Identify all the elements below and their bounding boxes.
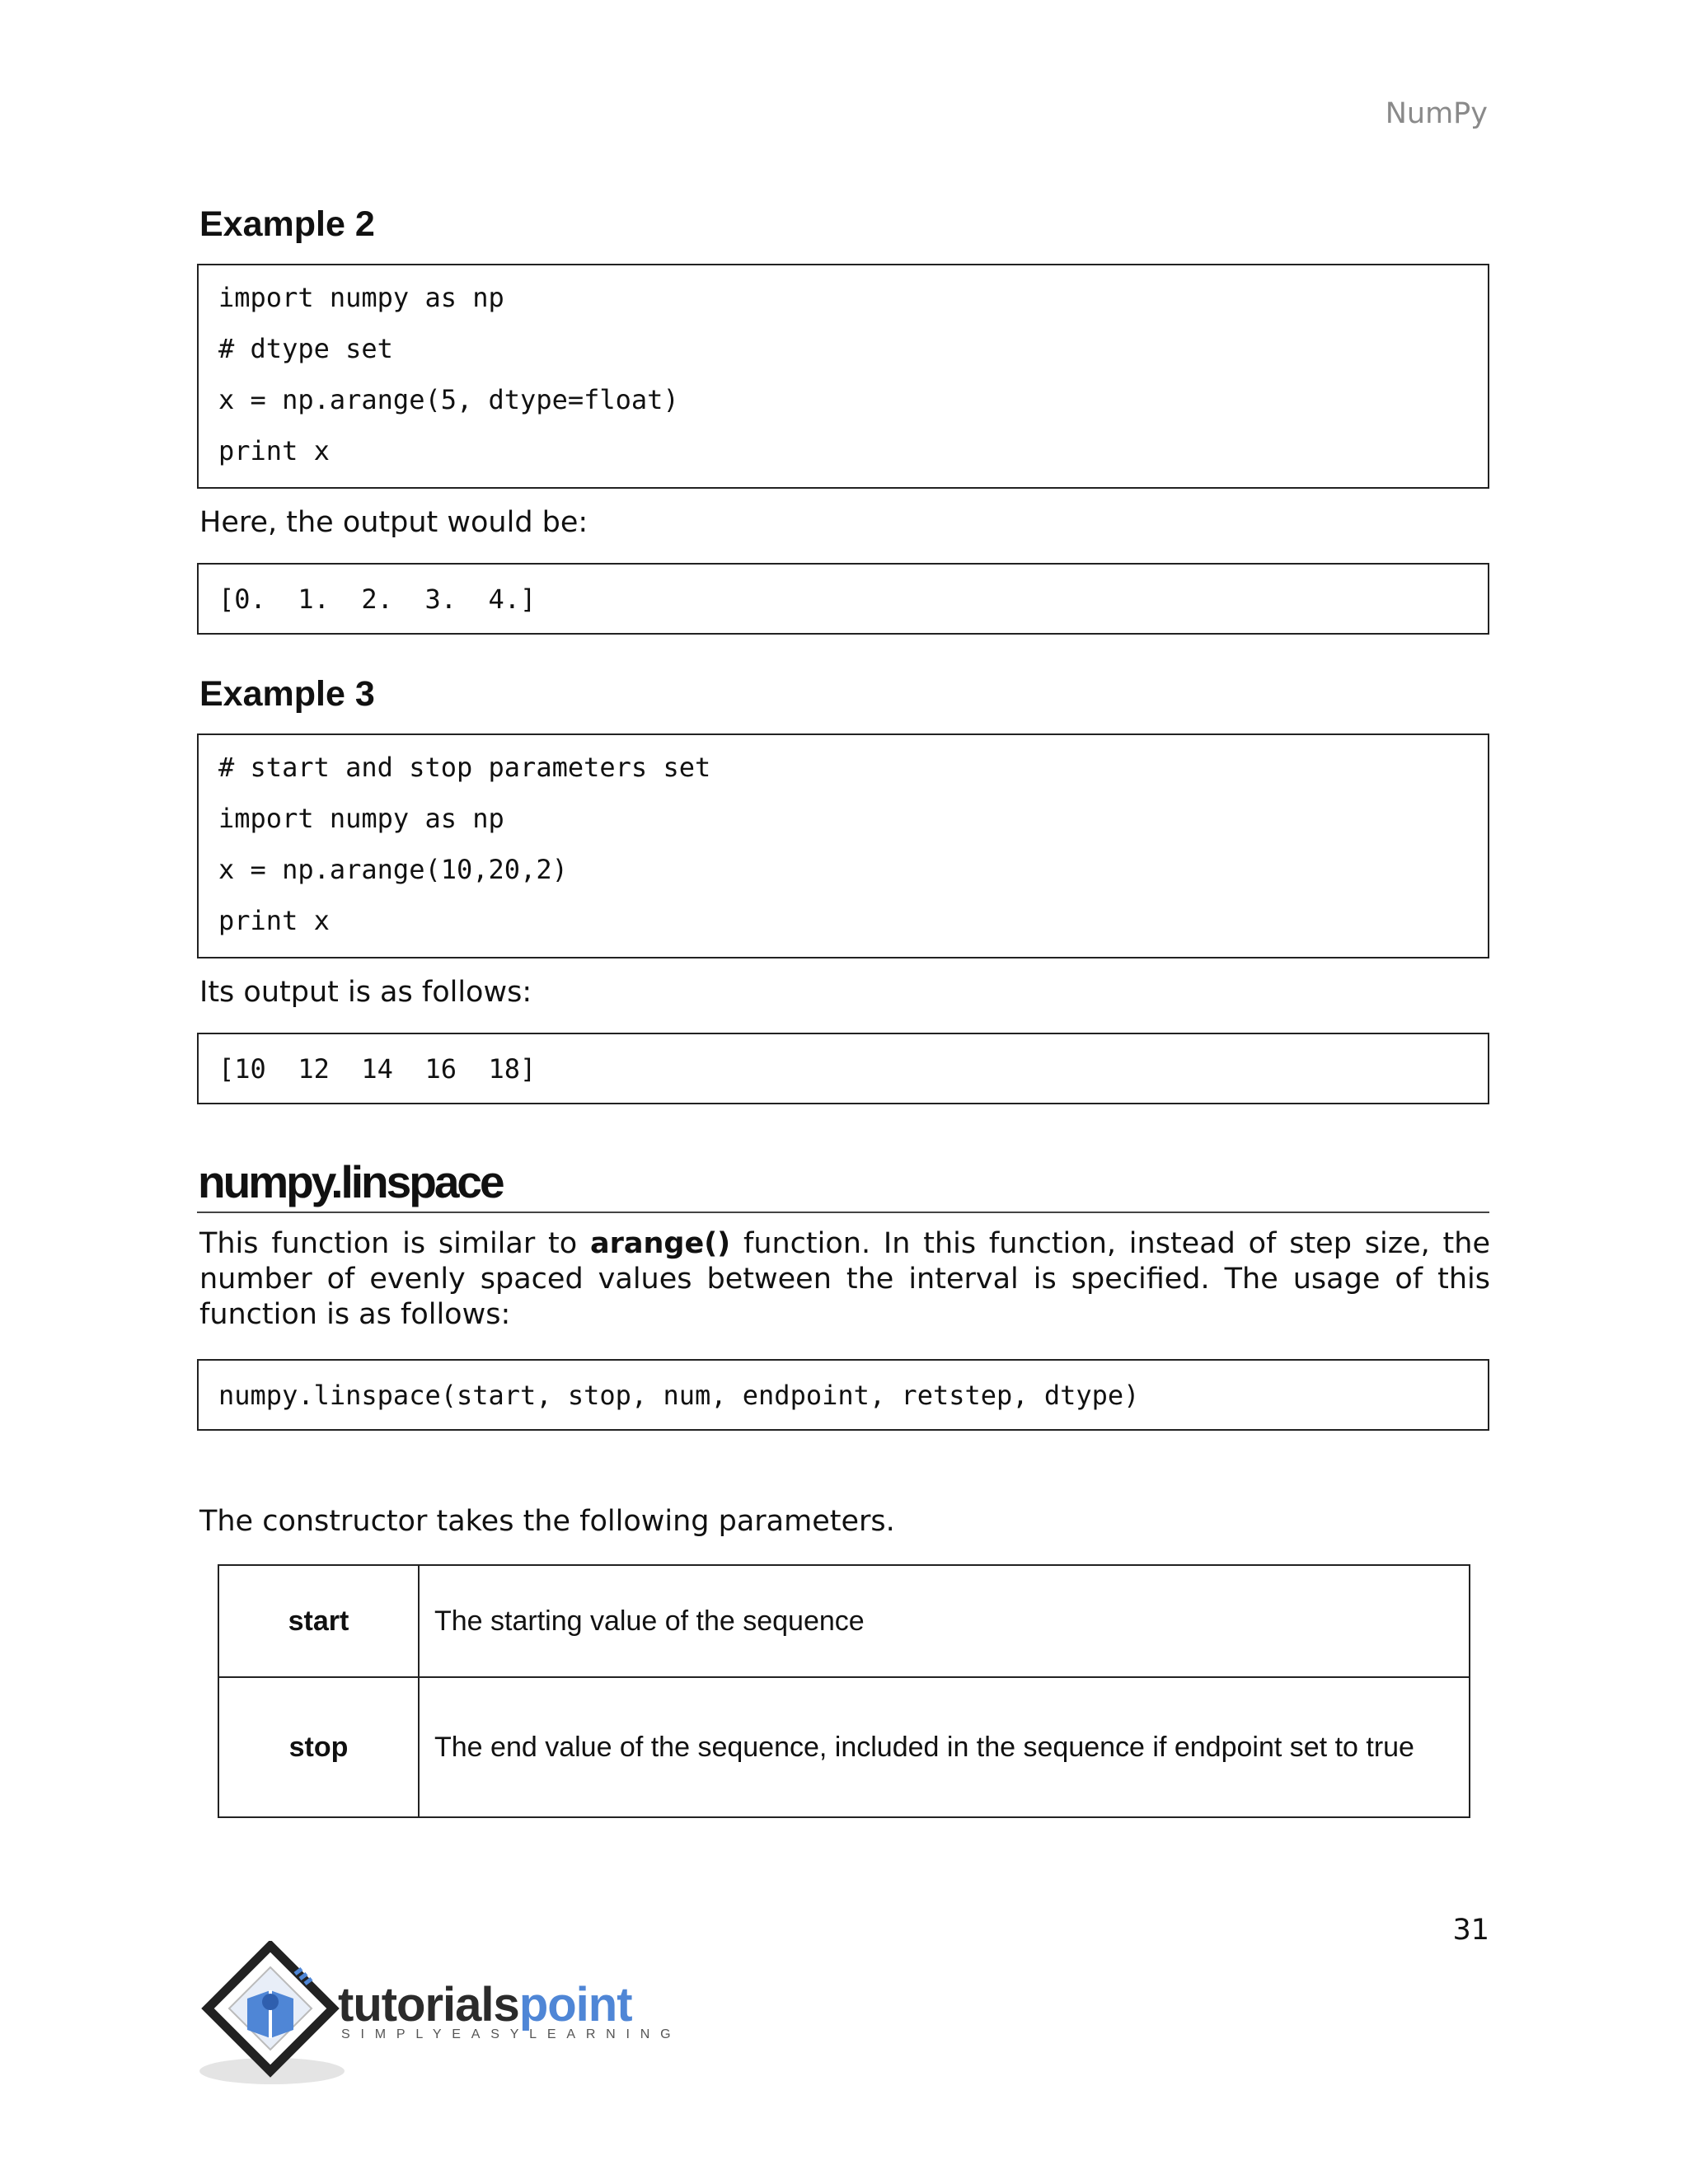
example-3-heading: Example 3: [199, 674, 375, 714]
logo-word-point: point: [518, 1978, 632, 2032]
signature-line: numpy.linspace(start, stop, num, endpoint, retstep, dtype): [218, 1380, 1140, 1411]
param-description: The starting value of the sequence: [419, 1565, 1470, 1677]
example-3-output-block: [197, 1033, 1489, 1104]
linspace-signature-block: [197, 1359, 1489, 1431]
code-line: print x: [218, 435, 330, 466]
example-2-code-block: [197, 264, 1489, 489]
table-row: [218, 1565, 1470, 1677]
logo-wordmark: [338, 1977, 632, 2032]
output-line: [0. 1. 2. 3. 4.]: [218, 583, 537, 615]
description-text: This function is similar to: [199, 1227, 590, 1260]
code-line: # dtype set: [218, 333, 393, 364]
parameters-table: [218, 1564, 1470, 1818]
param-description: The end value of the sequence, included in the sequence if endpoint set to true: [419, 1677, 1470, 1817]
code-line: x = np.arange(10,20,2): [218, 854, 568, 885]
example-2-output-intro: Here, the output would be:: [199, 506, 588, 539]
logo-emblem-icon: [196, 1941, 345, 2089]
example-2-output-block: [197, 563, 1489, 635]
tutorialspoint-logo: [196, 1941, 682, 2089]
running-header: NumPy: [1385, 97, 1488, 130]
description-text: function. In this function, instead of step size, the number of evenly spaced values between the interval is specified. The usage of this function is as follows:: [199, 1227, 1490, 1331]
params-intro: The constructor takes the following parameters.: [199, 1505, 895, 1538]
output-line: [10 12 14 16 18]: [218, 1053, 537, 1085]
section-title: numpy.linspace: [198, 1156, 503, 1207]
code-line: import numpy as np: [218, 803, 504, 834]
logo-word-tutorials: tutorials: [338, 1978, 519, 2032]
example-2-heading: Example 2: [199, 204, 375, 244]
code-line: x = np.arange(5, dtype=float): [218, 384, 679, 415]
page-number: 31: [1452, 1914, 1489, 1947]
section-divider: [197, 1212, 1489, 1213]
code-line: # start and stop parameters set: [218, 752, 711, 783]
param-name: start: [218, 1565, 419, 1677]
example-3-code-block: [197, 733, 1489, 958]
param-name: stop: [218, 1677, 419, 1817]
code-line: print x: [218, 905, 330, 936]
table-row: [218, 1677, 1470, 1817]
arange-function-name: arange(): [589, 1227, 731, 1260]
logo-tagline: SIMPLYEASYLEARNING: [341, 2027, 682, 2041]
code-line: import numpy as np: [218, 282, 504, 313]
example-3-output-intro: Its output is as follows:: [199, 976, 532, 1009]
linspace-description: [199, 1226, 1490, 1333]
